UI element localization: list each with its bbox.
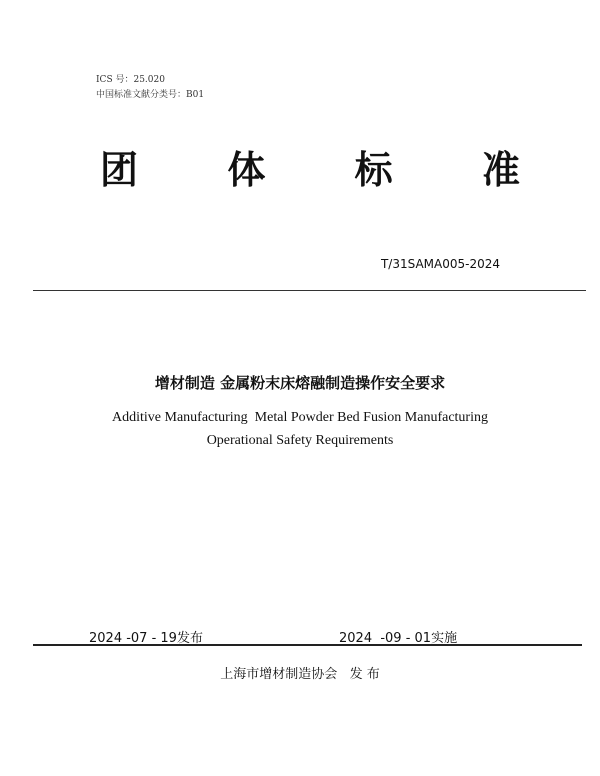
publisher: 上海市增材制造协会 发 布 <box>220 667 380 682</box>
standard-number: T/31SAMA005-2024 <box>380 257 500 271</box>
title-char: 标 <box>354 148 393 192</box>
title-char: 准 <box>481 148 520 192</box>
ccs-classification: 中国标准文献分类号：B01 <box>96 90 205 100</box>
document-type-title <box>100 145 520 195</box>
ics-number: ICS 号：25.020 <box>96 75 165 85</box>
english-title-line-2: Operational Safety Requirements <box>206 433 394 448</box>
bottom-divider <box>33 644 582 646</box>
title-char: 体 <box>227 148 266 192</box>
chinese-title: 增材制造 金属粉末床熔融制造操作安全要求 <box>154 374 446 392</box>
implementation-date: 2024 -09 - 01实施 <box>339 631 458 646</box>
english-title-line-1: Additive Manufacturing Metal Powder Bed Fusion Manufacturing <box>112 410 488 425</box>
top-divider <box>33 290 586 291</box>
issue-date: 2024 -07 - 19发布 <box>89 631 203 646</box>
title-char: 团 <box>100 148 139 192</box>
